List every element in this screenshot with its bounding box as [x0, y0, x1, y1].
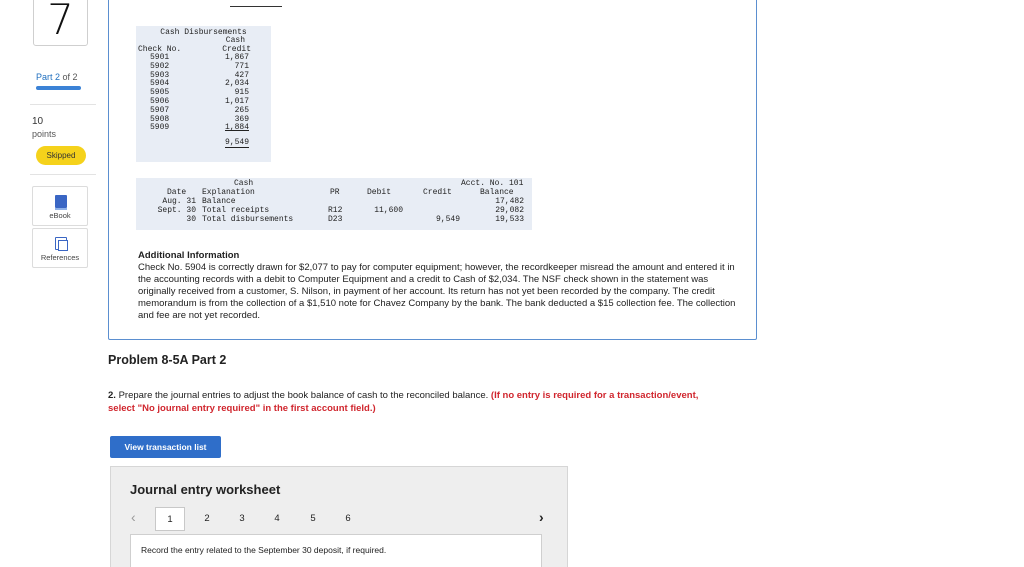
column-header-explanation: Explanation [202, 188, 255, 197]
references-label: References [40, 253, 80, 262]
additional-info-title: Additional Information [138, 250, 240, 261]
table-row: 5903 427 [150, 70, 249, 80]
worksheet-page-6[interactable]: 6 [345, 513, 351, 524]
table-row: 5906 1,017 [150, 96, 249, 106]
part-indicator: Part 2 of 2 [36, 72, 78, 82]
ledger-cell-explanation: Total disbursements [202, 215, 294, 224]
question-number-box [33, 0, 88, 46]
journal-entry-worksheet [110, 466, 568, 567]
ledger-account-title: Cash [234, 179, 254, 188]
worksheet-entry-card [130, 534, 542, 567]
column-header-balance: Balance [480, 188, 514, 197]
ledger-cell-balance: 17,482 [495, 197, 524, 206]
worksheet-page-1[interactable]: 1 [155, 507, 185, 531]
table-row: 5907 265 [150, 105, 249, 115]
references-button[interactable] [32, 228, 88, 268]
table-title: Cash Disbursements [160, 28, 247, 37]
column-group-header: Cash [225, 36, 245, 45]
ledger-cell-date: Aug. 31 [162, 197, 196, 206]
ledger-cell-date: Sept. 30 [157, 206, 196, 215]
ledger-cell-balance: 29,082 [495, 206, 524, 215]
column-header-pr: PR [330, 188, 340, 197]
status-badge: Skipped [36, 146, 86, 165]
sidebar-divider [30, 174, 96, 175]
column-header-credit: Credit [222, 45, 251, 54]
column-header-debit: Debit [367, 188, 392, 197]
table-row: 5901 1,867 [150, 53, 249, 62]
sidebar-divider [30, 104, 96, 105]
table-row: 5908 369 [150, 114, 249, 124]
points-label: points [32, 129, 57, 139]
ledger-cell-explanation: Balance [202, 197, 236, 206]
column-header-credit: Credit [423, 188, 452, 197]
view-transaction-list-button[interactable]: View transaction list [110, 436, 221, 458]
worksheet-page-3[interactable]: 3 [239, 513, 245, 524]
references-icon [55, 237, 67, 250]
ledger-cell-debit: 11,600 [374, 206, 403, 215]
ebook-icon [55, 195, 67, 208]
worksheet-page-5[interactable]: 5 [310, 513, 316, 524]
ledger-cell-credit: 9,549 [435, 215, 460, 224]
cash-disbursements-table [136, 26, 271, 162]
table-total: 9,549 [224, 138, 249, 147]
part-progress-bar [36, 86, 81, 90]
ledger-cell-pr: R12 [328, 206, 343, 215]
table-row: 5904 2,034 [150, 79, 249, 89]
problem-title: Problem 8-5A Part 2 [108, 353, 227, 367]
entry-instruction: Record the entry related to the September 30 deposit, if required. [141, 545, 387, 555]
ledger-cell-balance: 19,533 [495, 215, 524, 224]
ebook-button[interactable] [32, 186, 88, 226]
table-row: 5902 771 [150, 61, 249, 71]
worksheet-title: Journal entry worksheet [130, 482, 281, 497]
table-row: 5905 915 [150, 88, 249, 98]
ledger-account-number: Acct. No. 101 [461, 179, 524, 188]
points-value: 10 [32, 116, 44, 127]
ebook-label: eBook [49, 211, 71, 220]
chevron-left-icon[interactable]: ‹ [131, 509, 136, 525]
table-row: 5909 1,884 [150, 123, 249, 133]
ledger-cell-pr: D23 [328, 215, 343, 224]
additional-info-text: Check No. 5904 is correctly drawn for $2,077 to pay for computer equipment; however, the recordkeeper misread the amount and entered it in the accounting records with a debit to Computer Equipment and a credit to Cash of $2,034. The NSF check shown in the statement was originally received from a customer, S. Nilson, in payment of her account. Its return has not yet been recorded by the company. The credit memorandum is from the collection of a $1,510 note for Chavez Company by the bank. The bank deducted a $15 collection fee. The collection and fee are not yet recorded. [138, 262, 736, 321]
chevron-right-icon[interactable]: › [539, 509, 544, 525]
ledger-cell-explanation: Total receipts [202, 206, 270, 215]
worksheet-page-4[interactable]: 4 [274, 513, 280, 524]
ledger-cell-date: 30 [186, 215, 196, 224]
question-number: 7 [47, 0, 74, 44]
column-header-date: Date [167, 188, 187, 197]
instructions: 2. Prepare the journal entries to adjust the book balance of cash to the reconciled balance. (If no entry is required for a transaction/event, select "No journal entry required" in the first account field.) [108, 390, 699, 414]
cash-ledger-table [136, 178, 532, 230]
column-header-check: Check No. [138, 45, 182, 54]
worksheet-page-2[interactable]: 2 [204, 513, 210, 524]
divider-rule [230, 6, 282, 7]
